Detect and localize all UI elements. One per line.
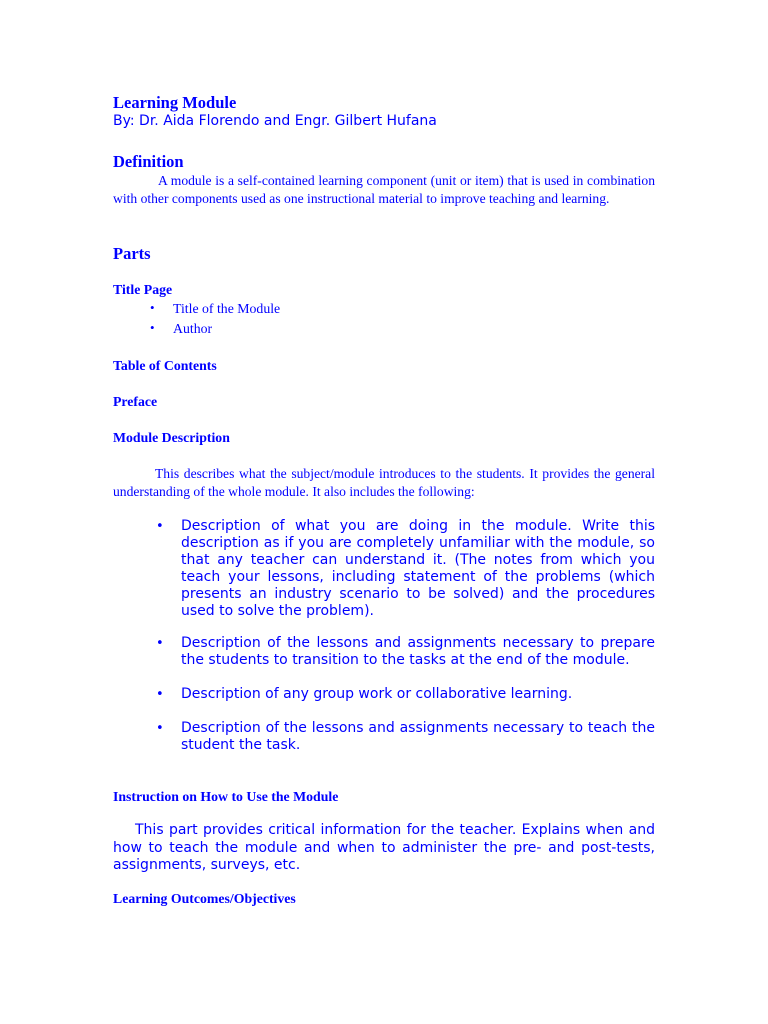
list-item-text: Title of the Module xyxy=(173,301,281,316)
title-page-heading: Title Page xyxy=(113,282,173,297)
learning-outcomes-heading: Learning Outcomes/Objectives xyxy=(113,891,296,906)
bullet-icon: • xyxy=(156,721,164,736)
parts-heading: Parts xyxy=(113,244,151,263)
definition-heading: Definition xyxy=(113,152,184,171)
module-description-heading: Module Description xyxy=(113,430,230,445)
list-item-text: Description of the lessons and assignments necessary to teach the student the task. xyxy=(181,720,655,753)
instruction-paragraph: This part provides critical information for the teacher. Explains when and how to teach the module and when to administer the pre- and post-tests, assignments, surveys, etc. xyxy=(113,822,655,873)
list-item xyxy=(158,720,655,754)
bullet-icon: • xyxy=(156,519,164,534)
list-item xyxy=(158,686,655,703)
list-item-text: Description of what you are doing in the module. Write this description as if you are completely unfamiliar with the module, so that any teacher can understand it. (The notes from which you teach your lessons, including statement of the problems (which presents an industry scenario to be solved) and the procedures used to solve the problem). xyxy=(181,518,655,619)
definition-paragraph: A module is a self-contained learning component (unit or item) that is used in combination with other components used as one instructional material to improve teaching and learning. xyxy=(113,173,655,206)
bullet-icon: • xyxy=(156,636,164,651)
preface-heading: Preface xyxy=(113,394,158,409)
list-item-text: Description of any group work or collaborative learning. xyxy=(181,686,573,702)
instruction-heading: Instruction on How to Use the Module xyxy=(113,789,339,804)
bullet-icon: • xyxy=(156,687,164,702)
list-item xyxy=(158,518,655,620)
table-of-contents-heading: Table of Contents xyxy=(113,358,217,373)
module-description-paragraph: This describes what the subject/module introduces to the students. It provides the general understanding of the whole module. It also includes the following: xyxy=(113,466,655,499)
list-item-text: Author xyxy=(173,321,213,336)
bullet-icon: • xyxy=(150,320,155,335)
document-title: Learning Module xyxy=(113,93,237,112)
list-item-text: Description of the lessons and assignments necessary to prepare the students to transition to the tasks at the end of the module. xyxy=(181,635,655,668)
byline: By: Dr. Aida Florendo and Engr. Gilbert Hufana xyxy=(113,113,437,129)
list-item xyxy=(158,635,655,669)
bullet-icon: • xyxy=(150,300,155,315)
